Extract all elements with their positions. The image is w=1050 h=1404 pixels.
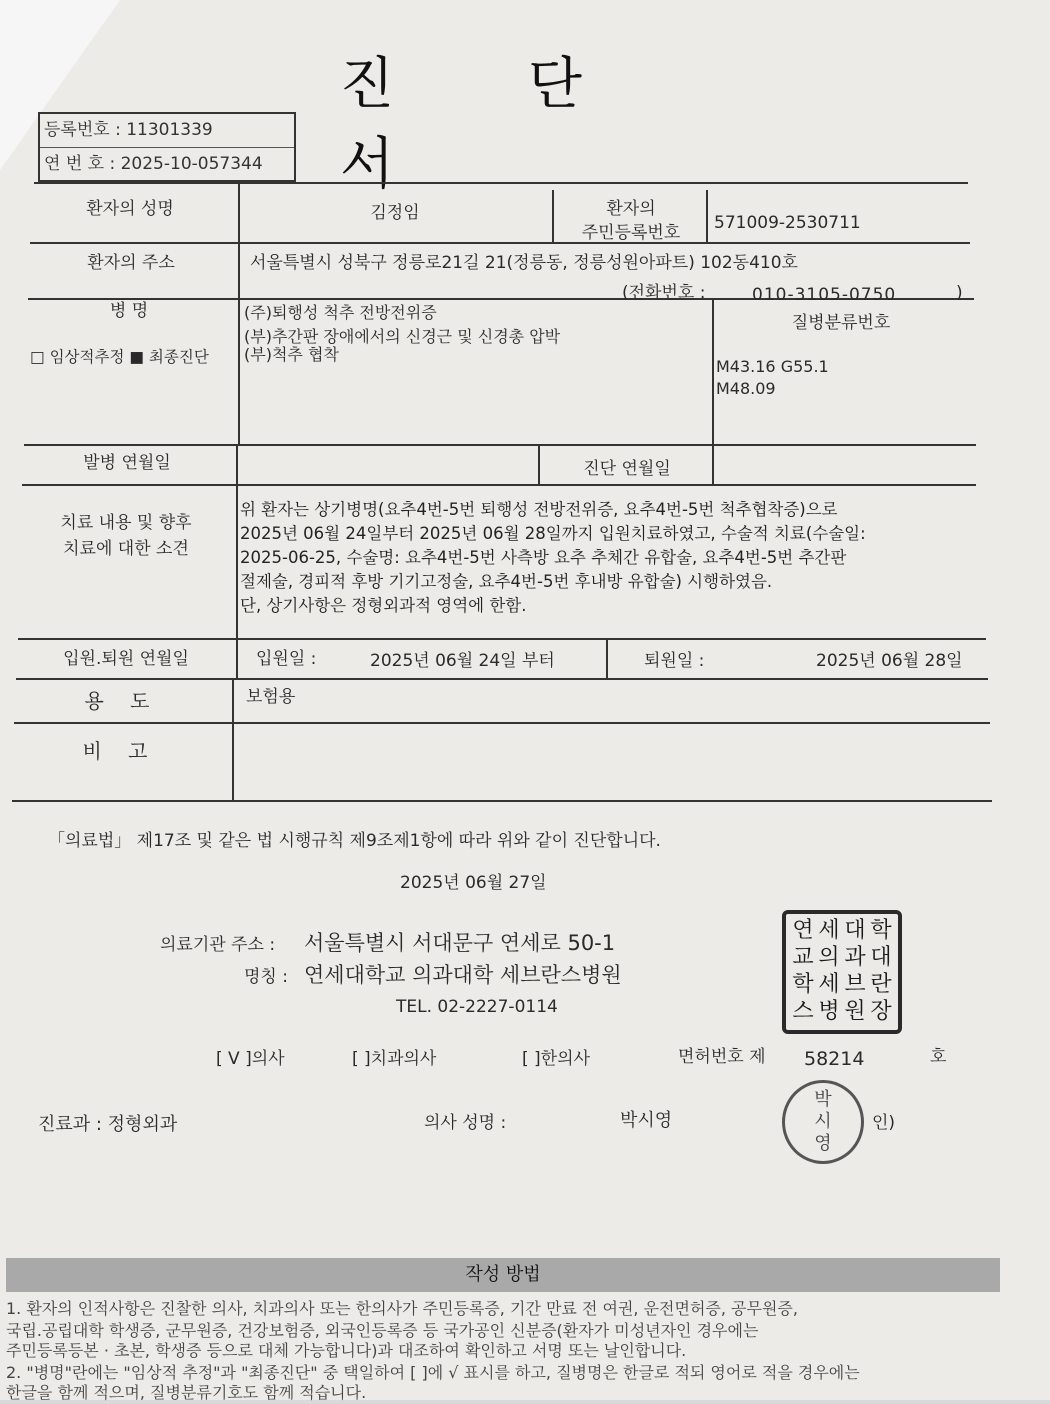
rule: [538, 444, 540, 484]
seal-char: 박: [814, 1089, 832, 1110]
treatment-label-1: 치료 내용 및 향후: [60, 513, 192, 533]
instruction-line: 1. 환자의 인적사항은 진찰한 의사, 치과의사 또는 한의사가 주민등록증, 기간 만료 전 여권, 운전면허증, 공무원증,: [6, 1299, 798, 1318]
doctor-name: 박시영: [620, 1110, 673, 1131]
stamp-char: 연: [792, 918, 814, 943]
rule: [712, 298, 714, 484]
stamp-char: 대: [870, 945, 892, 970]
stamp-char: 세: [818, 972, 840, 997]
rule: [232, 678, 234, 800]
stamp-char: 란: [870, 972, 892, 997]
diagnosis-date-label: 진단 연월일: [583, 459, 671, 479]
rule: [12, 800, 992, 802]
diagnosis-line: (부)추간판 장애에서의 신경근 및 신경총 압박: [244, 327, 561, 346]
stamp-char: 학: [870, 918, 892, 943]
phone-number: 010-3105-0750: [752, 285, 897, 305]
doctor-name-label: 의사 성명 :: [424, 1113, 507, 1133]
stamp-char: 스: [792, 999, 814, 1024]
seal-suffix: 인): [872, 1113, 896, 1133]
phone-label: (전화번호 :: [622, 283, 706, 303]
rule: [22, 484, 976, 486]
rule: [16, 678, 988, 680]
treatment-line: 2025년 06월 24일부터 2025년 06월 28일까지 입원치료하였고, 수술적 치료(수술일:: [240, 524, 866, 543]
instructions-header: 작성 방법: [6, 1258, 1000, 1292]
patient-name-label: 환자의 성명: [86, 199, 174, 219]
instruction-line: 국립.공립대학 학생증, 군무원증, 건강보험증, 외국인등록증 등 국가공인 신분증(환자가 미성년자인 경우에는: [6, 1321, 759, 1340]
institution-name-label: 명칭 :: [244, 967, 288, 987]
registration-box: [38, 112, 296, 182]
address-label: 환자의 주소: [87, 253, 175, 273]
rule: [706, 190, 708, 242]
seal-char: 시: [814, 1111, 832, 1132]
dentist-checkbox: [ ]치과의사: [352, 1049, 437, 1069]
diagnosis-line: (부)척추 협착: [244, 345, 339, 364]
rule: [34, 182, 968, 184]
seal-char: 영: [814, 1133, 832, 1154]
institution-tel: TEL. 02-2227-0114: [396, 997, 558, 1017]
stamp-char: 학: [792, 972, 814, 997]
rule: [606, 638, 608, 678]
rule: [14, 722, 990, 724]
onset-date-label: 발병 연월일: [83, 453, 171, 473]
doctor-type-checkbox: [ V ]의사: [216, 1049, 285, 1069]
instruction-line: 한글을 함께 적으며, 질병분류기호도 함께 적습니다.: [6, 1383, 367, 1402]
legal-statement: 「의료법」 제17조 및 같은 법 시행규칙 제9조제1항에 따라 위와 같이 진단합니다.: [48, 831, 661, 851]
remarks-label: 비 고: [82, 739, 158, 763]
treatment-line: 위 환자는 상기병명(요추4번-5번 퇴행성 전방전위증, 요추4번-5번 척추협착증)으로: [240, 500, 838, 519]
instruction-line: 2. "병명"란에는 "임상적 추정"과 "최종진단" 중 택일하여 [ ]에 √ 표시를 하고, 질병명은 한글로 적되 영어로 적을 경우에는: [6, 1363, 860, 1382]
registration-number: 등록번호 : 11301339: [40, 114, 294, 148]
disease-name-label: 병 명: [109, 301, 149, 321]
diagnosis-line: (주)퇴행성 척추 전방전위증: [244, 303, 437, 322]
phone-close: ): [956, 283, 963, 303]
oriental-doctor-checkbox: [ ]한의사: [522, 1049, 590, 1069]
admission-period-label: 입원.퇴원 연월일: [63, 649, 189, 669]
rule: [24, 444, 976, 446]
stamp-char: 병: [818, 999, 840, 1024]
disease-code-label: 질병분류번호: [791, 313, 891, 333]
disease-code: M43.16 G55.1: [716, 357, 829, 376]
treatment-line: 2025-06-25, 수술명: 요추4번-5번 사측방 요추 추체간 유합술, 요추4번-5번 추간판: [240, 548, 847, 567]
doctor-seal: [782, 1080, 864, 1164]
purpose-value: 보험용: [246, 687, 296, 707]
stamp-char: 교: [792, 945, 814, 970]
resident-number: 571009-2530711: [714, 213, 861, 233]
document-title: 진 단 서: [340, 52, 640, 197]
purpose-label: 용 도: [84, 689, 160, 713]
treatment-line: 단, 상기사항은 정형외과적 영역에 한함.: [240, 596, 527, 615]
license-number: 58214: [804, 1048, 865, 1070]
stamp-char: 의: [818, 945, 840, 970]
rule: [18, 638, 986, 640]
patient-address: 서울특별시 성북구 정릉로21길 21(정릉동, 정릉성원아파트) 102동410호: [250, 253, 798, 273]
stamp-char: 장: [870, 999, 892, 1024]
admission-date: 2025년 06월 24일 부터: [370, 651, 555, 671]
rule: [30, 242, 970, 244]
hospital-stamp: [782, 910, 902, 1034]
license-suffix: 호: [930, 1047, 947, 1067]
diagnosis-type: □ 임상적추정 ■ 최종진단: [30, 348, 209, 366]
department: 진료과 : 정형외과: [38, 1114, 178, 1135]
serial-number: 연 번 호 : 2025-10-057344: [44, 154, 263, 174]
license-label: 면허번호 제: [678, 1047, 766, 1067]
treatment-label-2: 치료에 대한 소견: [63, 539, 189, 559]
institution-name: 연세대학교 의과대학 세브란스병원: [304, 963, 622, 987]
patient-name: 김정임: [370, 203, 420, 223]
stamp-char: 과: [844, 945, 866, 970]
institution-address-label: 의료기관 주소 :: [160, 935, 276, 955]
instruction-line: 주민등록등본 · 초본, 학생증 등으로 대체 가능합니다)과 대조하여 확인하고 서명 또는 날인합니다.: [6, 1341, 687, 1360]
admission-label: 입원일 :: [256, 649, 317, 669]
treatment-line: 절제술, 경피적 후방 기기고정술, 요추4번-5번 후내방 유합술) 시행하였음.: [240, 572, 773, 591]
issue-date: 2025년 06월 27일: [400, 873, 547, 893]
stamp-char: 브: [844, 972, 866, 997]
stamp-char: 원: [844, 999, 866, 1024]
resident-number-label-1: 환자의: [606, 199, 656, 219]
institution-address: 서울특별시 서대문구 연세로 50-1: [304, 931, 616, 955]
rule: [552, 190, 554, 242]
stamp-char: 대: [844, 918, 866, 943]
rule: [236, 444, 238, 678]
disease-code: M48.09: [716, 379, 776, 398]
discharge-date: 2025년 06월 28일: [816, 651, 963, 671]
discharge-label: 퇴원일 :: [644, 651, 705, 671]
stamp-char: 세: [818, 918, 840, 943]
resident-number-label-2: 주민등록번호: [581, 223, 681, 243]
